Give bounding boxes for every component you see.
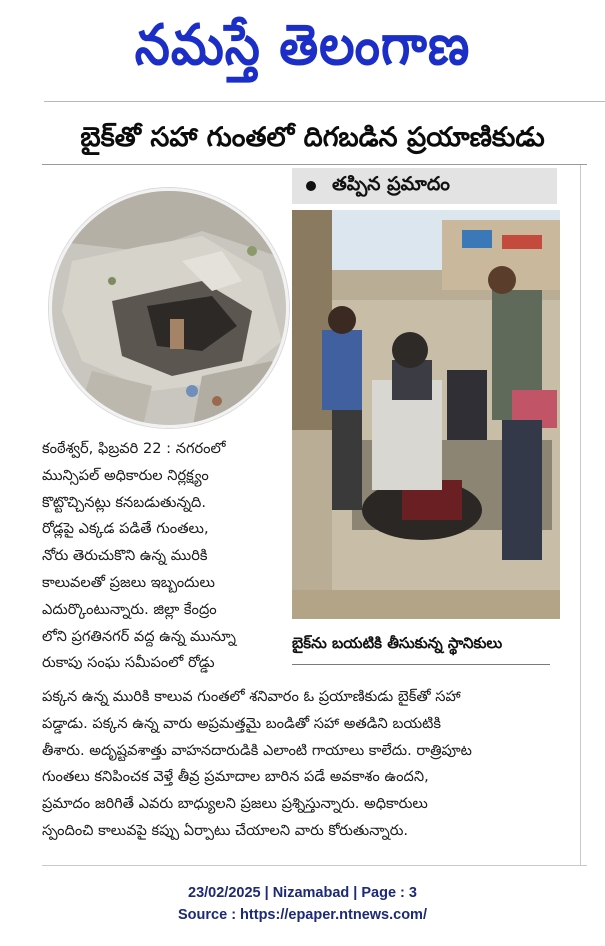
body-line: లోని ప్రగతినగర్‌ వద్ద ఉన్న మున్నూ	[42, 627, 236, 645]
photo-caption: బైక్‌ను బయటికి తీసుకున్న స్థానికులు	[292, 634, 503, 652]
body-line: కాలువలతో ప్రజలు ఇబ్బందులు	[42, 573, 215, 591]
body-line: మున్సిపల్‌ అధికారుల నిర్లక్ష్యం	[42, 466, 209, 484]
main-photo-rescue	[292, 210, 560, 619]
pothole-image	[52, 191, 289, 428]
headline-divider	[42, 164, 587, 165]
edition-info: 23/02/2025 | Nizamabad | Page : 3	[188, 885, 417, 901]
masthead	[0, 0, 605, 96]
source-url: Source : https://epaper.ntnews.com/	[178, 907, 427, 923]
body-line: ఎదుర్కొంటున్నారు. జిల్లా కేంద్రం	[42, 600, 217, 618]
inset-photo-pothole	[49, 188, 289, 428]
body-line: పక్కన ఉన్న మురికి కాలువ గుంతలో శనివారం ఓ ప్రయాణికుడు బైక్‌తో సహా	[42, 688, 461, 705]
rescue-scene-image	[292, 210, 560, 619]
column-divider	[580, 165, 581, 865]
body-line: గుంతలు కనిపించక వెళ్తే తీవ్ర ప్రమాదాల బారిన పడే అవకాశం ఉందని,	[42, 768, 429, 786]
article-body-column	[42, 436, 284, 677]
body-line: నోరు తెరుచుకొని ఉన్న మురికి	[42, 547, 208, 565]
caption-divider	[292, 664, 550, 665]
newspaper-logo: నమస్తే తెలంగాణ	[134, 12, 471, 78]
page-footer	[0, 882, 605, 926]
article-headline: బైక్‌తో సహా గుంతలో దిగబడిన ప్రయాణికుడు	[80, 122, 545, 153]
article-bottom-divider	[42, 865, 587, 866]
body-line: తీశారు. అదృష్టవశాత్తు వాహనదారుడికి ఎలాంటి గాయాలు కాలేదు. రాత్రిపూట	[42, 741, 472, 759]
kicker-text: తప్పిన ప్రమాదం	[332, 172, 450, 195]
kicker-box	[292, 168, 557, 204]
masthead-divider	[44, 101, 605, 102]
article-body-full-width	[42, 684, 576, 845]
body-line: కొట్టొచ్చినట్లు కనబడుతున్నది.	[42, 493, 206, 511]
body-line: రోడ్లపై ఎక్కడ పడితే గుంతలు,	[42, 520, 209, 538]
bullet-icon	[306, 181, 316, 191]
body-line: రుకాపు సంఘ సమీపంలో రోడ్డు	[42, 654, 215, 672]
body-line: పడ్డాడు. పక్కన ఉన్న వారు అప్రమత్తమై బండితో సహా అతడిని బయటికి	[42, 714, 442, 732]
body-line: స్పందించి కాలువపై కప్పు ఏర్పాటు చేయాలని వారు కోరుతున్నారు.	[42, 821, 409, 839]
body-line: ప్రమాదం జరిగితే ఎవరు బాధ్యులని ప్రజలు ప్రశ్నిస్తున్నారు. అధికారులు	[42, 795, 428, 813]
body-line: కంఠేశ్వర్‌, ఫిబ్రవరి 22 : నగరంలో	[42, 440, 226, 457]
